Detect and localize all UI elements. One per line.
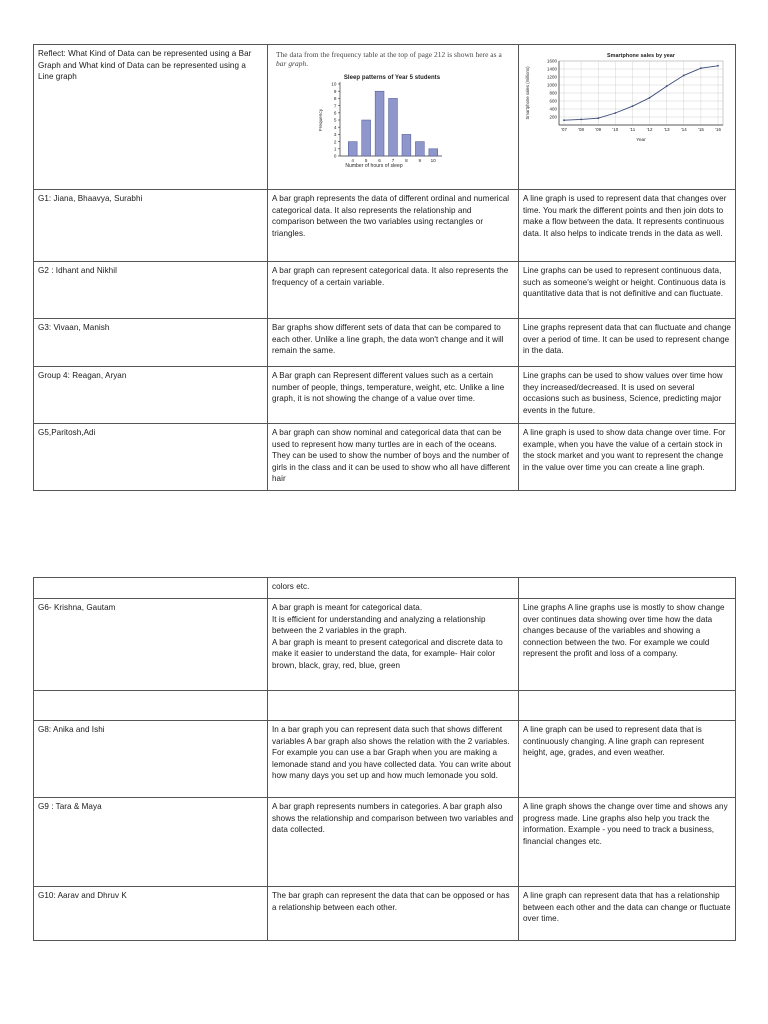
group-name-text: G6- Krishna, Gautam [38,603,116,612]
bar-chart-ylabel: Frequency [318,108,323,132]
bar [429,149,438,156]
group-name-text: G1: Jiana, Bhaavya, Surabhi [38,194,143,203]
bar-graph-answer-text: colors etc. [272,582,310,591]
header-row [34,45,736,190]
group-name-text: G2 : Idhant and Nikhil [38,266,117,275]
bar-category-label: 7 [391,158,395,163]
group-name-cell [34,721,268,798]
bar-graph-answer-text: A bar graph represents the data of different ordinal and numerical categorical data. It also represents the relationship and comparison between the two variables using rectangles or triangles. [272,194,510,238]
line-graph-answer-cell [519,367,736,424]
bar [389,98,398,156]
line-point [597,117,599,119]
line-x-tick-label: '15 [697,127,704,132]
line-point [580,119,582,121]
bar-category-label: 6 [378,158,381,163]
bar-graph-answer-cell [268,599,519,691]
group-name-cell [34,262,268,319]
bar-y-tick-label: 0 [333,153,337,159]
line-x-tick-label: '16 [715,127,721,132]
line-graph-answer-cell [519,798,736,887]
line-y-tick-label: 1000 [547,82,557,88]
line-chart-title: Smartphone sales by year [606,53,676,59]
group-name-text: G10: Aarav and Dhruv K [38,891,127,900]
bar-y-tick-label: 4 [333,124,337,130]
line-graph-answer-text: Line graphs can be used to show values over time how they increased/decreased. It is used on several occasions such as business, Science, predicting major events in the future. [523,371,723,415]
bar-y-tick-label: 9 [333,88,337,94]
group-name-text: G8: Anika and Ishi [38,725,105,734]
line-point [717,65,719,67]
bar-category-label: 10 [430,158,436,163]
line-point [614,112,616,114]
line-point [563,119,565,121]
group-name-text: Group 4: Reagan, Aryan [38,371,127,380]
bar-y-tick-label: 3 [333,132,337,138]
group-row [34,887,736,941]
bar-chart-xlabel: Number of hours of sleep [345,163,403,169]
group-name-cell [34,424,268,491]
group-row [34,424,736,491]
line-graph-answer-text: Line graphs represent data that can fluctuate and change over a period of time. It can be used to represent change in the data. [523,323,731,355]
bar-y-tick-label: 1 [333,146,337,152]
bar-category-label: 9 [418,158,422,163]
bar-graph-answer-cell [268,721,519,798]
line-graph-answer-text: A line graph is used to represent data that changes over time. You mark the different points and then join dots to make a flow between the data. It represents continuous data. It also helps to indicate trends in the data as well. [523,194,727,238]
line-y-tick-label: 1600 [547,58,557,64]
line-point [700,67,702,69]
line-point [683,75,685,77]
line-graph-answer-cell [519,319,736,367]
group-row [34,262,736,319]
sleep-bar-chart [272,70,512,170]
line-graph-answer-cell [519,599,736,691]
bar-graph-answer-text: A bar graph represents numbers in categories. A bar graph also shows the relationship and comparison between two variables and data collected. [272,802,514,834]
bar-chart-title: Sleep patterns of Year 5 students [343,75,441,81]
reflect-question: Reflect: What Kind of Data can be represented using a Bar Graph and What kind of Data can be represented using a Line graph [38,49,252,81]
group-name-cell [34,798,268,887]
bar [415,142,424,156]
group-row [34,367,736,424]
bar-graph-answer-text: A bar graph can represent categorical data. It also represents the frequency of a certain variable. [272,266,509,287]
line-x-tick-label: '11 [629,127,636,132]
bar-y-tick-label: 7 [333,103,337,109]
bar-category-label: 8 [405,158,408,163]
reflect-question-cell [34,45,268,190]
line-point [649,97,651,99]
line-graph-figure-cell [519,45,736,190]
line-x-tick-label: '07 [561,127,567,132]
line-chart-xlabel: Year [636,137,646,142]
line-x-tick-label: '12 [646,127,653,132]
bar [348,142,357,156]
bar-y-tick-label: 8 [333,96,337,102]
line-graph-answer-text: A line graph can represent data that has a relationship between each other and the data can change or fluctuate over time. [523,891,731,923]
bar-graph-answer-cell [268,319,519,367]
group-row [34,599,736,691]
line-graph-answer-cell [519,190,736,262]
group-name-cell [34,599,268,691]
group-name-cell [34,691,268,721]
line-y-tick-label: 200 [549,114,557,120]
group-row [34,721,736,798]
bar-graph-figure-cell [268,45,519,190]
bar-graph-answer-cell [268,367,519,424]
line-chart-ylabel: Smartphone sales (millions) [525,66,530,120]
group-row [34,798,736,887]
smartphone-line-chart [523,48,731,144]
line-point [632,105,634,107]
bar-graph-caption: The data from the frequency table at the top of page 212 is shown here as a bar graph. [276,50,502,68]
line-graph-answer-text: Line graphs can be used to represent continuous data, such as someone's weight or height. Continuous data is quantitative data that is not definitive and can fluctuate. [523,266,726,298]
group-name-cell [34,319,268,367]
line-y-tick-label: 400 [549,106,557,112]
bar-graph-answer-text: Bar graphs show different sets of data that can be compared to each other. Unlike a line graph, the data won't change and it will remain the same. [272,323,504,355]
line-x-tick-label: '10 [612,127,619,132]
bar-graph-answer-cell [268,424,519,491]
bar-category-label: 5 [364,158,368,163]
group-name-cell [34,887,268,941]
group-name-text: G5,Paritosh,Adi [38,428,96,437]
reflection-table-part-1 [33,44,736,491]
bar-graph-answer-text: The bar graph can represent the data that can be opposed or has a relationship between each other. [272,891,510,912]
group-name-cell [34,190,268,262]
line-x-tick-label: '13 [663,127,670,132]
bar-y-tick-label: 10 [331,81,337,87]
bar [362,120,371,156]
line-x-tick-label: '09 [595,127,602,132]
line-graph-answer-cell [519,691,736,721]
bar-graph-answer-cell [268,190,519,262]
group-row [34,691,736,721]
bar-graph-answer-text: A bar graph can show nominal and categorical data that can be used to represent how many turtles are in each of the oceans. They can be used to show the number of boys and the number of girls in the class and it can be used to show who all have different hair [272,428,511,483]
line-graph-answer-cell [519,578,736,599]
line-graph-answer-cell [519,424,736,491]
line-x-tick-label: '08 [578,127,585,132]
line-y-tick-label: 1400 [547,66,557,72]
bar-y-tick-label: 2 [333,139,337,145]
bar-graph-answer-text: A Bar graph can Represent different values such as a certain number of people, things, temperature, weight, etc. Unlike a line graph, it is not showing the change of a value over time. [272,371,505,403]
line-graph-answer-cell [519,262,736,319]
line-graph-answer-text: Line graphs A line graphs use is mostly to show change over continues data showing over time how the data changes because of the variables and showing a connection between the two. For example we could represent the profit and loss of a company. [523,603,725,658]
line-y-tick-label: 600 [549,98,557,104]
bar [402,134,411,156]
line-y-tick-label: 800 [549,90,557,96]
line-x-tick-label: '14 [680,127,687,132]
line-graph-answer-cell [519,721,736,798]
line-graph-answer-text: A line graph shows the change over time and shows any progress made. Line graphs also help you track the information. Example - you need to track a business, financial changes etc. [523,802,728,846]
line-graph-answer-cell [519,887,736,941]
group-row [34,319,736,367]
bar-graph-answer-cell [268,798,519,887]
group-name-text: G9 : Tara & Maya [38,802,102,811]
bar-category-label: 4 [351,158,355,163]
group-name-cell [34,578,268,599]
group-name-cell [34,367,268,424]
bar-graph-answer-text: A bar graph is meant for categorical data. It is efficient for understanding and analyzing a relationship between the 2 variables in the graph. A bar graph is meant to present categorical and discrete data to make it easier to understand the data, for example- Hair color brown, black, gray, red, blue, green [272,603,503,670]
bar-graph-answer-cell [268,262,519,319]
bar-graph-answer-cell [268,578,519,599]
group-row [34,578,736,599]
bar-y-tick-label: 6 [333,110,337,116]
line-graph-answer-text: A line graph can be used to represent data that is continuously changing. A line graph can represent height, age, grades, and even weather. [523,725,705,757]
bar-graph-answer-text: In a bar graph you can represent data such that shows different variables A bar graph also shows the relation with the 2 variables. For example you can use a bar Graph when you are making a lemonade stand and you have collected data. You can write about how many days you set up and how much lemonade you sold. [272,725,511,780]
bar-graph-answer-cell [268,691,519,721]
bar-y-tick-label: 5 [333,117,337,123]
group-name-text: G3: Vivaan, Manish [38,323,110,332]
line-y-tick-label: 1200 [547,74,557,80]
group-row [34,190,736,262]
line-graph-answer-text: A line graph is used to show data change over time. For example, when you have the value of a certain stock in the stock market and you want to represent the change in the value over time you can create a line graph. [523,428,726,472]
line-point [666,85,668,87]
bar-graph-answer-cell [268,887,519,941]
bar [375,91,384,156]
reflection-table-part-2 [33,577,736,941]
